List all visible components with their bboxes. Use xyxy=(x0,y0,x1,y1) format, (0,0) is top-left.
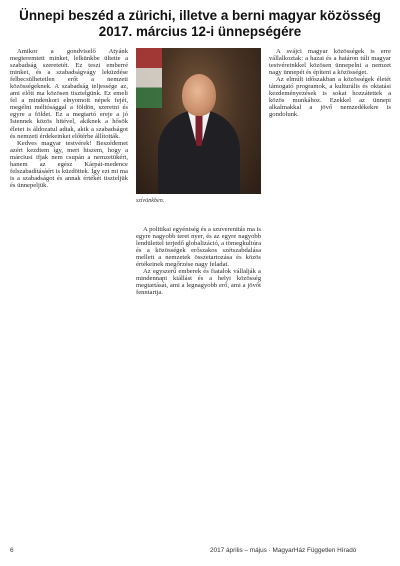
paragraph: A svájci magyar közösségek is erre vállalkoztak: a hazai és a határon túli magyar testvéreinkkel közösen ünnepelni a nemzet nagy ünnepét és építeni a közösséget. xyxy=(269,48,391,77)
page-footer xyxy=(10,546,390,556)
footer-text: 2017 április – május · MagyarHáz Független Híradó xyxy=(210,547,357,554)
paragraph: Az egyszerű emberek és fiatalok vállalják a mindennapi kiállást és a helyi közösség megtartását, ami a legnagyobb erő, ami a jövőt fenntartja. xyxy=(136,268,261,297)
photo-caption: szívünkben. xyxy=(136,198,165,204)
paragraph: Az elmúlt időszakban a közösségek életét támogató programok, a kulturális és oktatási kezdeményezések is sokat hozzátettek a közös munkához. Ezekkel az ünnepi alkalmakkal a jövő nemzedékekre is gondolunk. xyxy=(269,76,391,119)
paragraph: Kedves magyar testvérek! Beszédemet azért kezdtem így, mert hiszem, hogy a márciusi ifjak nem csupán a nemzetükért, hanem az egész Kárpát-medence felszabadításáért is küzdöttek. Így ezt mi ma is a szabadságot és annak értékét tiszteljük és ünnepeljük. xyxy=(10,139,128,189)
article-title: Ünnepi beszéd a zürichi, illetve a berni magyar közösség 2017. március 12-i ünnepségére xyxy=(19,8,381,39)
paragraph: Amikor a gondviselő Atyánk megteremtett minket, lelkünkbe ültette a szabadság szeretetét. Ez teszi emberré minket, és a szabadságvágy leküzdése felbecsülhetetlen erőt a nemzeti közösségeknek. A szabadság teljessége az, ami előtt ma közösen tisztelgünk. Ez emeli fel a mindenkori elnyomott népek fejét, megélni méltósággal a földön, szeretni és egyre a földet. Ez a megtartó ereje a jó Istennek közös hitével, akiknek a hősök életet is áldozatul adtak, akik a szabadságot és nemzeti érdekeinket előtérbe állították. xyxy=(10,48,128,140)
page-number: 6 xyxy=(10,547,14,554)
paragraph: A politikai egyéniség és a szuverenitás ma is egyre nagyobb teret nyer, és az egyre nagyobb lendülettel terjedő globalizáció, a tömegkultúra és a közösségek erőszakos szétszabdalása mellett a nemzetek összetartozása és közös értékeinek megőrzése nagy feladat. xyxy=(136,226,261,269)
article-column-2 xyxy=(136,226,261,538)
article-column-1 xyxy=(10,48,128,538)
flag-decoration xyxy=(136,48,162,108)
speaker-photo xyxy=(136,48,261,194)
speaker-head xyxy=(182,74,216,116)
article-column-3 xyxy=(269,48,391,538)
